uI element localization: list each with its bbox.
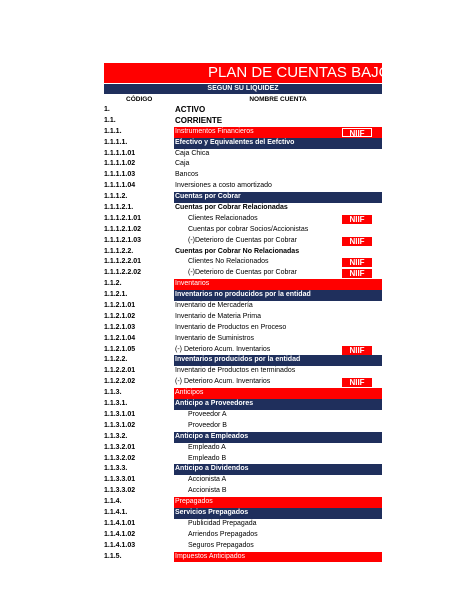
account-code: 1.1.2.1.02 — [104, 312, 136, 320]
account-name — [174, 530, 382, 541]
account-code: 1.1.4.1. — [104, 508, 128, 516]
account-name-label: Prepagados — [175, 498, 213, 506]
account-row — [104, 475, 382, 486]
account-name — [174, 116, 382, 127]
account-row — [104, 552, 382, 563]
account-name — [174, 225, 382, 236]
account-name — [174, 388, 382, 399]
account-code: 1.1.1.1.03 — [104, 171, 136, 179]
niif-badge: NIIF — [342, 346, 372, 355]
account-row — [104, 334, 382, 345]
account-name — [174, 345, 382, 356]
account-name — [174, 301, 382, 312]
account-name-label: Anticipo a Empleados — [175, 432, 249, 440]
account-name — [174, 366, 382, 377]
account-row — [104, 497, 382, 508]
account-row — [104, 345, 382, 356]
page-title: PLAN DE CUENTAS BAJO NIIF — [104, 63, 382, 83]
account-name — [174, 159, 382, 170]
account-name — [174, 355, 382, 366]
account-code: 1.1.2.1.05 — [104, 345, 136, 353]
account-code: 1.1.2. — [104, 280, 122, 288]
account-code: 1.1.2.1. — [104, 291, 128, 299]
account-code: 1.1.1.1.02 — [104, 160, 136, 168]
account-name-label: Accionista A — [188, 476, 227, 484]
account-row — [104, 508, 382, 519]
account-code: 1.1.1.2.1.03 — [104, 236, 141, 244]
niif-badge: NIIF — [342, 258, 372, 267]
account-code: 1.1.2.1.03 — [104, 323, 136, 331]
account-code: 1.1.1.1.04 — [104, 182, 136, 190]
account-row — [104, 454, 382, 465]
account-name — [174, 236, 382, 247]
account-code: 1.1.1.2.1. — [104, 204, 134, 212]
account-row — [104, 181, 382, 192]
account-code: 1.1.4.1.03 — [104, 541, 136, 549]
column-header-row — [104, 95, 382, 105]
account-name — [174, 290, 382, 301]
account-row — [104, 149, 382, 160]
account-name — [174, 214, 382, 225]
account-name — [174, 508, 382, 519]
account-name — [174, 399, 382, 410]
account-name-label: Empleado B — [188, 454, 227, 462]
account-code: 1.1.1.1. — [104, 138, 128, 146]
column-header-code: CÓDIGO — [126, 96, 153, 103]
account-name — [174, 203, 382, 214]
account-code: 1.1.3. — [104, 389, 122, 397]
account-code: 1.1.5. — [104, 552, 122, 560]
account-code: 1.1.3.2.02 — [104, 454, 136, 462]
niif-badge: NIIF — [342, 215, 372, 224]
account-name-label: Bancos — [175, 171, 199, 179]
account-code: 1.1.3.1. — [104, 400, 128, 408]
account-name — [174, 541, 382, 552]
account-name — [174, 334, 382, 345]
account-name-label: Inventario de Suministros — [175, 334, 254, 342]
account-name-label: CORRIENTE — [175, 115, 223, 125]
account-name — [174, 475, 382, 486]
account-name-label: Impuestos Anticipados — [175, 552, 246, 560]
account-code: 1.1.3.1.02 — [104, 421, 136, 429]
account-code: 1.1.1.2. — [104, 193, 128, 201]
account-name — [174, 192, 382, 203]
account-name — [174, 454, 382, 465]
account-name — [174, 323, 382, 334]
account-name-label: Proveedor A — [188, 410, 227, 418]
account-row — [104, 432, 382, 443]
account-code: 1.1.3.2. — [104, 432, 128, 440]
account-name-label: Publicidad Prepagada — [188, 519, 257, 527]
account-name — [174, 181, 382, 192]
account-name — [174, 247, 382, 258]
account-name-label: (-)Deterioro de Cuentas por Cobrar — [188, 236, 297, 244]
account-code: 1.1.4.1.02 — [104, 530, 136, 538]
account-row — [104, 388, 382, 399]
account-code: 1.1.3.3. — [104, 465, 128, 473]
account-name — [174, 519, 382, 530]
account-row — [104, 290, 382, 301]
account-name-label: Cuentas por Cobrar Relacionadas — [175, 204, 288, 212]
account-code: 1.1.3.3.01 — [104, 476, 136, 484]
account-name-label: Inventarios producidos por la entidad — [175, 356, 301, 364]
account-code: 1.1.2.2. — [104, 356, 128, 364]
account-name-label: Seguros Prepagados — [188, 541, 254, 549]
account-row — [104, 159, 382, 170]
account-rows — [104, 105, 382, 562]
account-name — [174, 486, 382, 497]
account-row — [104, 377, 382, 388]
account-code: 1.1.2.1.04 — [104, 334, 136, 342]
account-row — [104, 323, 382, 334]
niif-badge: NIIF — [342, 237, 372, 246]
account-row — [104, 127, 382, 138]
account-row — [104, 225, 382, 236]
account-name-label: Arriendos Prepagados — [188, 530, 258, 538]
account-row — [104, 214, 382, 225]
account-name-label: Inventarios no producidos por la entidad — [175, 291, 311, 299]
account-row — [104, 312, 382, 323]
account-row — [104, 170, 382, 181]
account-name-label: Anticipo a Dividendos — [175, 465, 249, 473]
niif-badge: NIIF — [342, 269, 372, 278]
account-code: 1.1.1.2.2.02 — [104, 269, 141, 277]
account-row — [104, 257, 382, 268]
account-name-label: Empleado A — [188, 443, 226, 451]
account-code: 1.1.1.2.2.01 — [104, 258, 141, 266]
account-name — [174, 312, 382, 323]
account-name-label: Caja Chica — [175, 149, 210, 157]
account-code: 1.1.4.1.01 — [104, 519, 136, 527]
account-name-label: Accionista B — [188, 487, 227, 495]
account-row — [104, 366, 382, 377]
account-name-label: Proveedor B — [188, 421, 227, 429]
account-row — [104, 301, 382, 312]
account-name-label: Inventario de Mercadería — [175, 302, 253, 310]
account-name — [174, 170, 382, 181]
account-name — [174, 377, 382, 388]
account-code: 1.1.1.2.1.02 — [104, 225, 141, 233]
account-name-label: Cuentas por Cobrar — [175, 193, 241, 201]
account-name-label: ACTIVO — [175, 105, 206, 114]
account-row — [104, 138, 382, 149]
account-row — [104, 116, 382, 127]
account-row — [104, 519, 382, 530]
account-row — [104, 530, 382, 541]
account-code: 1.1.4. — [104, 498, 122, 506]
account-name-label: (-) Deterioro Acum. Inventarios — [175, 345, 271, 353]
account-code: 1.1.1.2.1.01 — [104, 214, 141, 222]
account-name-label: Clientes Relacionados — [188, 214, 258, 222]
account-name — [174, 464, 382, 475]
account-row — [104, 279, 382, 290]
column-header-name: NOMBRE CUENTA — [249, 96, 307, 103]
account-code: 1.1.3.3.02 — [104, 487, 136, 495]
niif-badge: NIIF — [342, 128, 372, 137]
account-name — [174, 105, 382, 116]
account-row — [104, 486, 382, 497]
account-name — [174, 257, 382, 268]
account-row — [104, 541, 382, 552]
account-code: 1.1.1.2.2. — [104, 247, 134, 255]
account-row — [104, 105, 382, 116]
account-code: 1.1.2.1.01 — [104, 302, 136, 310]
account-name-label: Efectivo y Equivalentes del Eefctivo — [175, 138, 295, 146]
account-name — [174, 497, 382, 508]
account-name — [174, 268, 382, 279]
account-code: 1.1.1. — [104, 127, 122, 135]
niif-badge: NIIF — [342, 378, 372, 387]
account-code: 1.1.3.2.01 — [104, 443, 136, 451]
account-row — [104, 203, 382, 214]
page-subtitle: SEGÚN SU LIQUIDEZ — [104, 84, 382, 94]
account-name — [174, 127, 382, 138]
account-row — [104, 410, 382, 421]
account-name-label: (-) Deterioro Acum. Inventarios — [175, 378, 271, 386]
account-code: 1.1.2.2.02 — [104, 378, 136, 386]
account-row — [104, 247, 382, 258]
account-name-label: Instrumentos Financieros — [175, 127, 254, 135]
account-name-label: Inventario de Productos en Proceso — [175, 323, 287, 331]
account-row — [104, 236, 382, 247]
account-row — [104, 464, 382, 475]
accounts-sheet — [104, 63, 423, 562]
account-code: 1.1. — [104, 116, 116, 124]
account-row — [104, 421, 382, 432]
account-row — [104, 355, 382, 366]
account-code: 1. — [104, 106, 110, 113]
account-code: 1.1.2.2.01 — [104, 367, 136, 375]
account-name-label: Cuentas por cobrar Socios/Accionistas — [188, 225, 309, 233]
account-name-label: Inversiones a costo amortizado — [175, 182, 272, 190]
account-name — [174, 279, 382, 290]
account-name-label: Caja — [175, 160, 190, 168]
account-code: 1.1.3.1.01 — [104, 410, 136, 418]
account-name — [174, 552, 382, 563]
account-row — [104, 399, 382, 410]
account-name — [174, 432, 382, 443]
account-name-label: Inventario de Materia Prima — [175, 312, 261, 320]
account-name — [174, 138, 382, 149]
account-name-label: (-)Deterioro de Cuentas por Cobrar — [188, 269, 297, 277]
account-name — [174, 149, 382, 160]
account-name-label: Cuentas por Cobrar No Relacionadas — [175, 247, 300, 255]
account-name — [174, 421, 382, 432]
account-name-label: Inventarios — [175, 280, 210, 288]
account-name — [174, 410, 382, 421]
account-row — [104, 192, 382, 203]
account-name-label: Servicios Prepagados — [175, 508, 249, 516]
account-name-label: Anticipo a Proveedores — [175, 400, 254, 408]
account-name-label: Inventario de Productos en terminados — [175, 367, 296, 375]
account-name-label: Clientes No Relacionados — [188, 258, 269, 266]
account-name-label: Anticipos — [175, 389, 204, 397]
account-code: 1.1.1.1.01 — [104, 149, 136, 157]
account-name — [174, 443, 382, 454]
account-row — [104, 443, 382, 454]
account-row — [104, 268, 382, 279]
